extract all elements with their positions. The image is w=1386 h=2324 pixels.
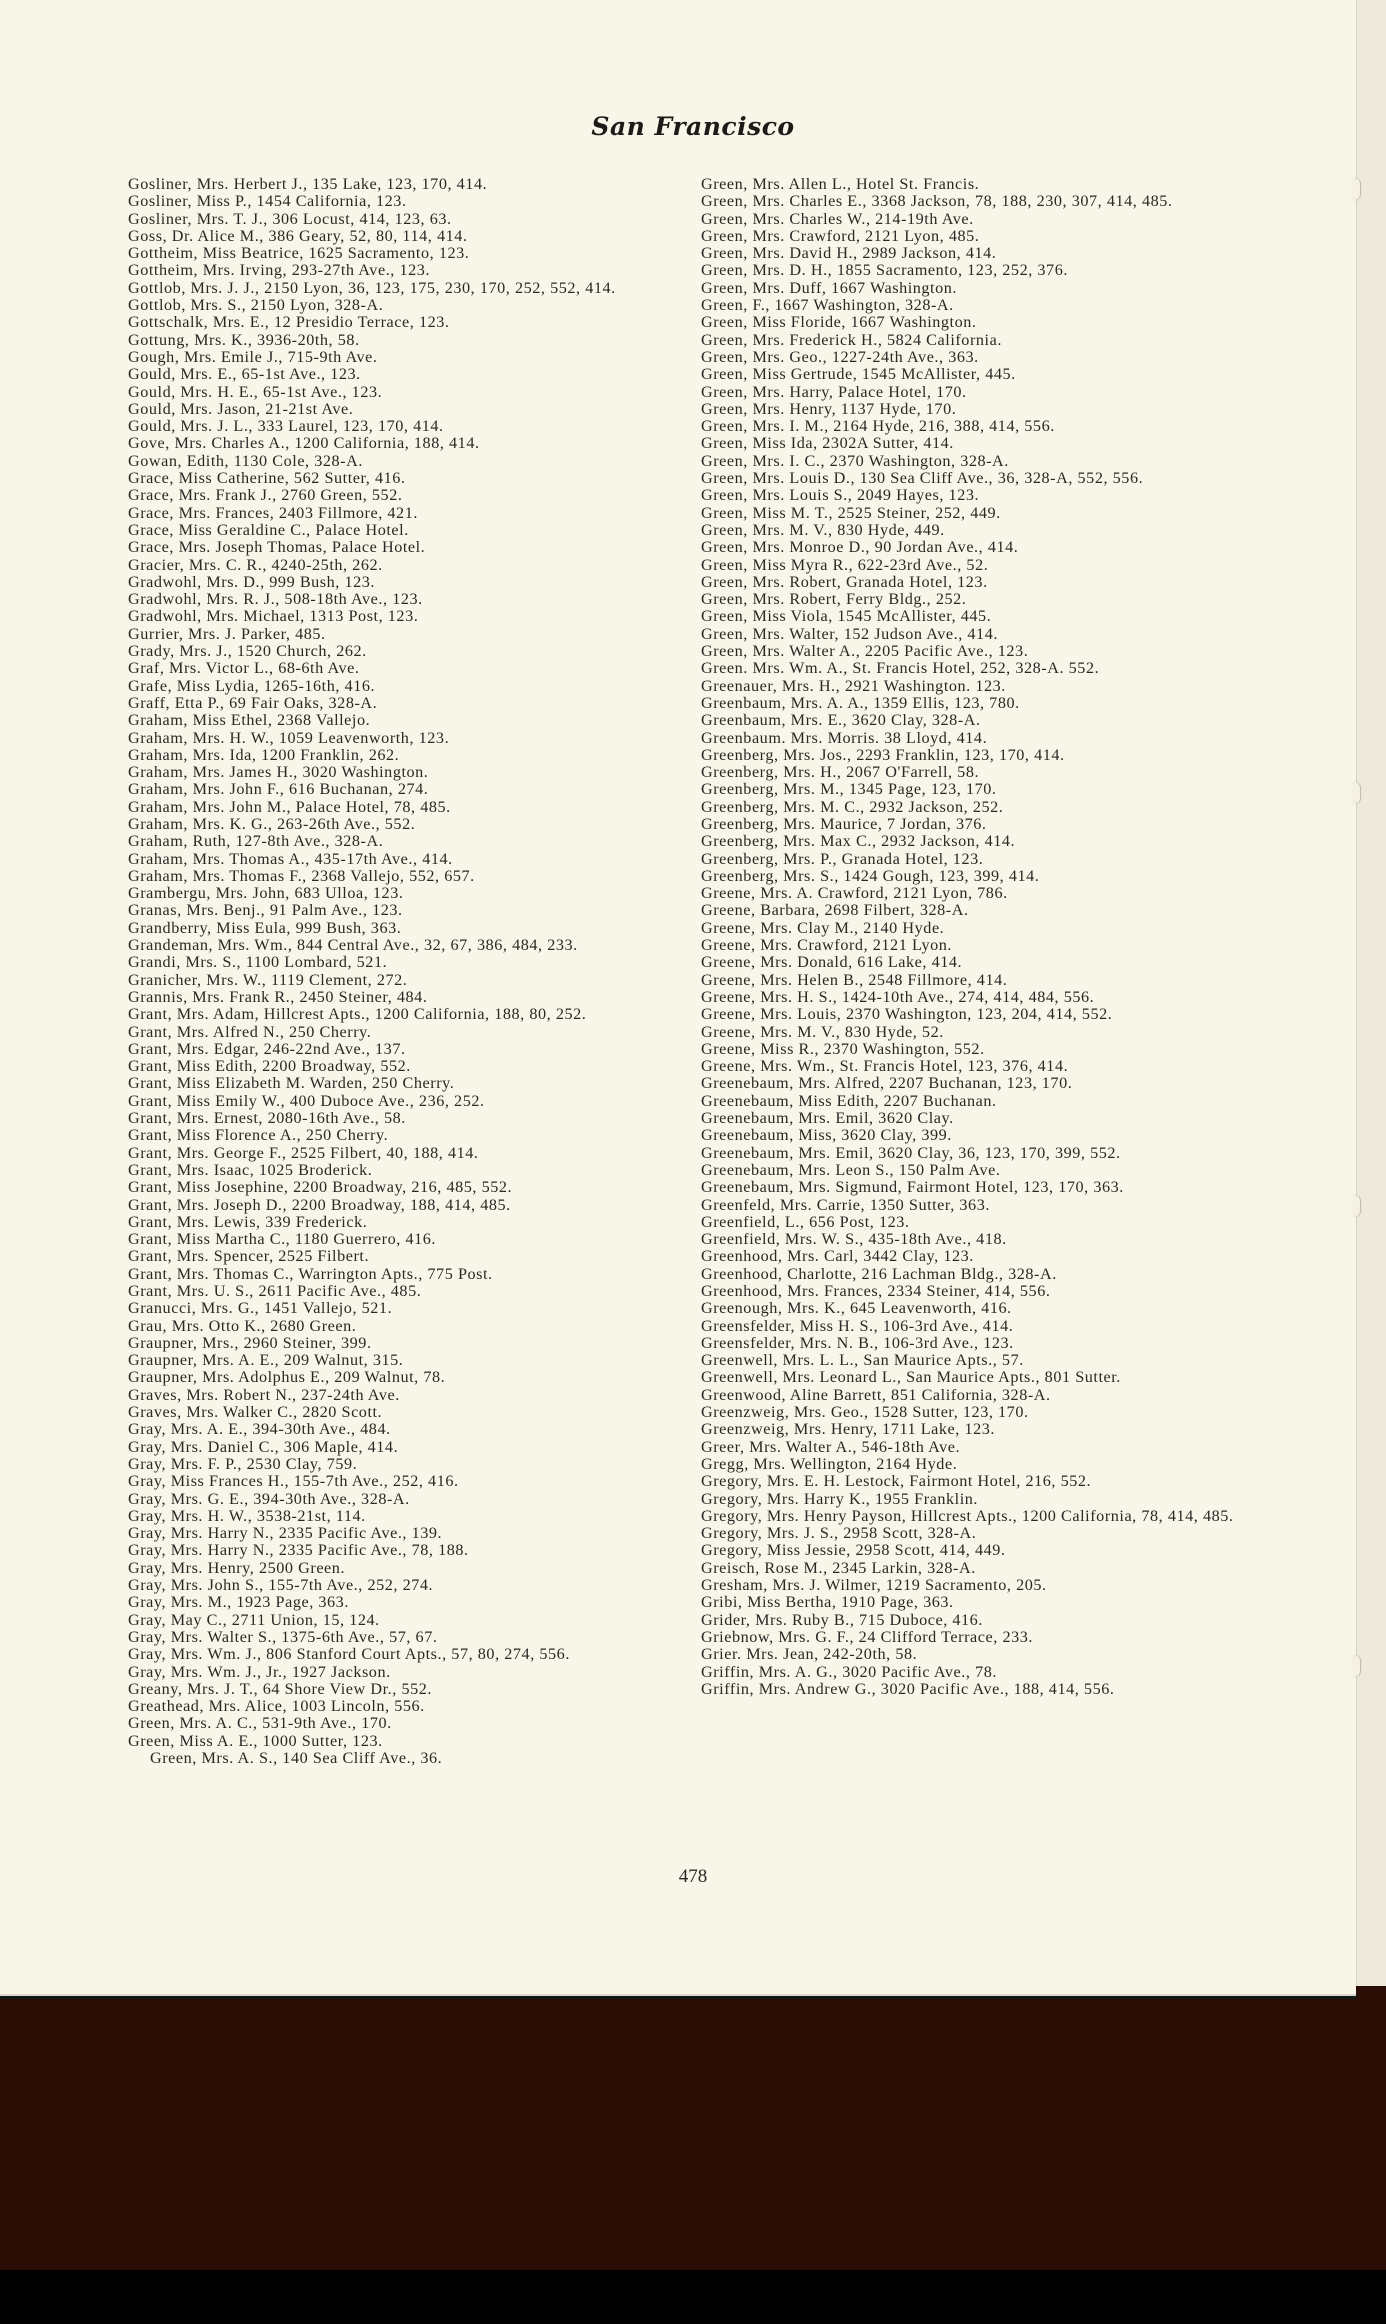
directory-entry: Grandi, Mrs. S., 1100 Lombard, 521.	[128, 953, 388, 972]
directory-entry: Green, Mrs. I. M., 2164 Hyde, 216, 388, 414, 556.	[701, 417, 1055, 436]
directory-entry: Gottlob, Mrs. S., 2150 Lyon, 328-A.	[128, 296, 384, 315]
directory-entry: Grant, Miss Edith, 2200 Broadway, 552.	[128, 1057, 411, 1076]
directory-entry: Gosliner, Miss P., 1454 California, 123.	[128, 192, 407, 211]
directory-entry: Green, Mrs. Robert, Granada Hotel, 123.	[701, 572, 988, 591]
page-tab-mark	[1352, 1655, 1360, 1677]
directory-entry: Gregory, Mrs. E. H. Lestock, Fairmont Hotel, 216, 552.	[701, 1472, 1092, 1491]
directory-entry: Graf, Mrs. Victor L., 68-6th Ave.	[128, 659, 360, 678]
directory-entry: Greany, Mrs. J. T., 64 Shore View Dr., 552.	[128, 1679, 432, 1698]
directory-entry: Green. Mrs. Wm. A., St. Francis Hotel, 252, 328-A. 552.	[701, 659, 1100, 678]
directory-entry: Greenberg, Mrs. Jos., 2293 Franklin, 123, 170, 414.	[701, 745, 1065, 764]
left-column	[128, 176, 676, 1767]
directory-entry: Greene, Mrs. Louis, 2370 Washington, 123, 204, 414, 552.	[701, 1005, 1113, 1024]
directory-entry: Graupner, Mrs. Adolphus E., 209 Walnut, 78.	[128, 1368, 446, 1387]
directory-entry: Gottlob, Mrs. J. J., 2150 Lyon, 36, 123, 175, 230, 170, 252, 552, 414.	[128, 278, 616, 297]
directory-entry: Grandberry, Miss Eula, 999 Bush, 363.	[128, 918, 402, 937]
directory-entry: Graham, Mrs. Thomas F., 2368 Vallejo, 552, 657.	[128, 866, 475, 885]
directory-entry: Green, Miss Ida, 2302A Sutter, 414.	[701, 434, 954, 453]
directory-entry: Greene, Mrs. Wm., St. Francis Hotel, 123, 376, 414.	[701, 1057, 1069, 1076]
directory-entry: Graves, Mrs. Robert N., 237-24th Ave.	[128, 1385, 400, 1404]
directory-entry: Graham, Mrs. Thomas A., 435-17th Ave., 414.	[128, 849, 453, 868]
directory-entry: Gottung, Mrs. K., 3936-20th, 58.	[128, 330, 360, 349]
directory-entry: Greenebaum, Mrs. Emil, 3620 Clay.	[701, 1109, 954, 1128]
page-tab-mark	[1352, 178, 1360, 200]
directory-entry: Grant, Miss Emily W., 400 Duboce Ave., 236, 252.	[128, 1091, 485, 1110]
directory-entry: Gregory, Mrs. Henry Payson, Hillcrest Apts., 1200 California, 78, 414, 485.	[701, 1506, 1234, 1525]
directory-entry: Grannis, Mrs. Frank R., 2450 Steiner, 484.	[128, 987, 428, 1006]
directory-entry: Graham, Miss Ethel, 2368 Vallejo.	[128, 711, 371, 730]
directory-entry: Gray, Mrs. Walter S., 1375-6th Ave., 57, 67.	[128, 1627, 438, 1646]
directory-entry: Greenwell, Mrs. Leonard L., San Maurice Apts., 801 Sutter.	[701, 1368, 1121, 1387]
directory-entry: Gradwohl, Mrs. Michael, 1313 Post, 123.	[128, 607, 419, 626]
directory-entry: Green, Mrs. Louis D., 130 Sea Cliff Ave., 36, 328-A, 552, 556.	[701, 469, 1144, 488]
directory-entry: Griebnow, Mrs. G. F., 24 Clifford Terrace, 233.	[701, 1627, 1033, 1646]
directory-entry: Greenebaum, Mrs. Alfred, 2207 Buchanan, 123, 170.	[701, 1074, 1073, 1093]
directory-entry: Greensfelder, Mrs. N. B., 106-3rd Ave., 123.	[701, 1333, 1014, 1352]
directory-entry: Grant, Miss Elizabeth M. Warden, 250 Cherry.	[128, 1074, 455, 1093]
directory-entry: Green, Mrs. Geo., 1227-24th Ave., 363.	[701, 347, 979, 366]
directory-entry: Grant, Mrs. Lewis, 339 Frederick.	[128, 1212, 368, 1231]
page-title: San Francisco	[591, 112, 795, 141]
directory-entry: Greenzweig, Mrs. Geo., 1528 Sutter, 123, 170.	[701, 1403, 1029, 1422]
directory-entry: Greene, Mrs. Crawford, 2121 Lyon.	[701, 936, 953, 955]
directory-entry: Grafe, Miss Lydia, 1265-16th, 416.	[128, 676, 376, 695]
directory-entry: Graham, Mrs. John M., Palace Hotel, 78, 485.	[128, 797, 451, 816]
directory-entry: Gould, Mrs. H. E., 65-1st Ave., 123.	[128, 382, 383, 401]
directory-entry: Grant, Mrs. U. S., 2611 Pacific Ave., 485.	[128, 1282, 422, 1300]
directory-entry: Greathead, Mrs. Alice, 1003 Lincoln, 556.	[128, 1697, 425, 1716]
directory-entry: Gray, Miss Frances H., 155-7th Ave., 252, 416.	[128, 1472, 459, 1491]
directory-entry: Gregory, Mrs. J. S., 2958 Scott, 328-A.	[701, 1524, 977, 1543]
directory-entry: Graupner, Mrs. A. E., 209 Walnut, 315.	[128, 1351, 404, 1370]
directory-entry: Greenbaum, Mrs. A. A., 1359 Ellis, 123, 780.	[701, 693, 1020, 712]
directory-entry: Gould, Mrs. Jason, 21-21st Ave.	[128, 399, 354, 418]
directory-entry: Green, Miss Viola, 1545 McAllister, 445.	[701, 607, 992, 626]
directory-entry: Greenebaum, Mrs. Sigmund, Fairmont Hotel, 123, 170, 363.	[701, 1178, 1124, 1197]
page-number: 478	[678, 1866, 708, 1887]
directory-entry: Grady, Mrs. J., 1520 Church, 262.	[128, 642, 367, 661]
directory-entry: Greene, Mrs. M. V., 830 Hyde, 52.	[701, 1022, 944, 1041]
directory-entry: Grace, Miss Catherine, 562 Sutter, 416.	[128, 469, 406, 488]
directory-entry: Greenberg, Mrs. Maurice, 7 Jordan, 376.	[701, 814, 987, 833]
directory-entry: Gray, May C., 2711 Union, 15, 124.	[128, 1610, 380, 1629]
directory-entry: Green, Mrs. Walter A., 2205 Pacific Ave., 123.	[701, 642, 1029, 661]
directory-entry: Green, Mrs. D. H., 1855 Sacramento, 123, 252, 376.	[701, 261, 1068, 280]
directory-entry: Greene, Mrs. Helen B., 2548 Fillmore, 414.	[701, 970, 1008, 989]
directory-entry: Greene, Mrs. H. S., 1424-10th Ave., 274, 414, 484, 556.	[701, 987, 1095, 1006]
directory-entry: Grant, Miss Martha C., 1180 Guerrero, 416.	[128, 1230, 436, 1249]
directory-entry: Greenough, Mrs. K., 645 Leavenworth, 416.	[701, 1299, 1012, 1318]
directory-entry: Gresham, Mrs. J. Wilmer, 1219 Sacramento, 205.	[701, 1576, 1047, 1595]
directory-entry: Grant, Mrs. Alfred N., 250 Cherry.	[128, 1022, 372, 1041]
directory-entry: Grace, Mrs. Frances, 2403 Fillmore, 421.	[128, 503, 418, 522]
directory-entry: Grant, Mrs. Spencer, 2525 Filbert.	[128, 1247, 370, 1266]
directory-entry: Greisch, Rose M., 2345 Larkin, 328-A.	[701, 1558, 976, 1577]
directory-entry: Greenberg, Mrs. Max C., 2932 Jackson, 414.	[701, 832, 1016, 851]
directory-entry: Green, Mrs. Charles E., 3368 Jackson, 78, 188, 230, 307, 414, 485.	[701, 192, 1173, 211]
directory-entry: Greenebaum, Miss Edith, 2207 Buchanan.	[701, 1091, 997, 1110]
directory-entry: Green, Mrs. Henry, 1137 Hyde, 170.	[701, 399, 957, 418]
directory-entry: Granucci, Mrs. G., 1451 Vallejo, 521.	[128, 1299, 393, 1318]
directory-entry: Green, Mrs. Harry, Palace Hotel, 170.	[701, 382, 967, 401]
directory-entry: Greene, Barbara, 2698 Filbert, 328-A.	[701, 901, 969, 920]
directory-entry: Green, Mrs. Robert, Ferry Bldg., 252.	[701, 590, 967, 609]
directory-entry: Gottschalk, Mrs. E., 12 Presidio Terrace, 123.	[128, 313, 450, 332]
directory-entry: Grant, Mrs. Joseph D., 2200 Broadway, 188, 414, 485.	[128, 1195, 511, 1214]
directory-entry: Greenberg, Mrs. S., 1424 Gough, 123, 399, 414.	[701, 866, 1040, 885]
directory-entry: Green, Mrs. A. C., 531-9th Ave., 170.	[128, 1714, 392, 1733]
directory-entry: Greenhood, Mrs. Frances, 2334 Steiner, 414, 556.	[701, 1282, 1051, 1300]
directory-entry: Greenberg, Mrs. M., 1345 Page, 123, 170.	[701, 780, 997, 799]
directory-entry: Gregory, Mrs. Harry K., 1955 Franklin.	[701, 1489, 979, 1508]
directory-entry: Greenhood, Charlotte, 216 Lachman Bldg., 328-A.	[701, 1264, 1057, 1283]
directory-entry: Greenberg, Mrs. P., Granada Hotel, 123.	[701, 849, 984, 868]
directory-entry: Gray, Mrs. John S., 155-7th Ave., 252, 274.	[128, 1576, 434, 1595]
directory-entry: Gottheim, Miss Beatrice, 1625 Sacramento, 123.	[128, 244, 470, 263]
directory-entry: Green, Mrs. Charles W., 214-19th Ave.	[701, 209, 974, 228]
directory-entry: Grant, Mrs. Edgar, 246-22nd Ave., 137.	[128, 1039, 406, 1058]
directory-entry: Grant, Miss Josephine, 2200 Broadway, 216, 485, 552.	[128, 1178, 513, 1197]
directory-entry: Gould, Mrs. J. L., 333 Laurel, 123, 170, 414.	[128, 417, 444, 436]
directory-entry: Greenebaum, Mrs. Leon S., 150 Palm Ave.	[701, 1160, 1001, 1179]
directory-entry: Gray, Mrs. Daniel C., 306 Maple, 414.	[128, 1437, 399, 1456]
directory-entry: Gray, Mrs. Harry N., 2335 Pacific Ave., 139.	[128, 1524, 443, 1543]
directory-entry: Greenbaum. Mrs. Morris. 38 Lloyd, 414.	[701, 728, 988, 747]
directory-entry: Gray, Mrs. Harry N., 2335 Pacific Ave., 78, 188.	[128, 1541, 469, 1560]
directory-entry: Greenauer, Mrs. H., 2921 Washington. 123.	[701, 676, 1006, 695]
directory-entry: Green, Mrs. Allen L., Hotel St. Francis.	[701, 175, 980, 193]
directory-entry: Green, Mrs. A. S., 140 Sea Cliff Ave., 36.	[150, 1749, 443, 1768]
directory-entry: Graham, Ruth, 127-8th Ave., 328-A.	[128, 832, 384, 851]
directory-entry: Griffin, Mrs. Andrew G., 3020 Pacific Ave., 188, 414, 556.	[701, 1679, 1115, 1698]
directory-entry: Gribi, Miss Bertha, 1910 Page, 363.	[701, 1593, 954, 1612]
directory-entry: Greer, Mrs. Walter A., 546-18th Ave.	[701, 1437, 961, 1456]
directory-entry: Goss, Dr. Alice M., 386 Geary, 52, 80, 114, 414.	[128, 226, 468, 245]
scan-border	[0, 2270, 1386, 2324]
directory-entry: Green, Miss A. E., 1000 Sutter, 123.	[128, 1731, 383, 1750]
directory-entry: Green, Mrs. M. V., 830 Hyde, 449.	[701, 520, 945, 539]
directory-entry: Gregg, Mrs. Wellington, 2164 Hyde.	[701, 1454, 958, 1473]
directory-entry: Gray, Mrs. F. P., 2530 Clay, 759.	[128, 1454, 358, 1473]
directory-entry: Greenhood, Mrs. Carl, 3442 Clay, 123.	[701, 1247, 974, 1266]
page-tab-mark	[1352, 782, 1360, 804]
directory-entry: Graham, Mrs. John F., 616 Buchanan, 274.	[128, 780, 429, 799]
directory-entry: Greenfield, L., 656 Post, 123.	[701, 1212, 910, 1231]
directory-entry: Green, Mrs. Louis S., 2049 Hayes, 123.	[701, 486, 980, 505]
directory-entry: Greene, Mrs. Clay M., 2140 Hyde.	[701, 918, 945, 937]
directory-entry: Grace, Mrs. Frank J., 2760 Green, 552.	[128, 486, 403, 505]
directory-entry: Green, Mrs. Frederick H., 5824 California.	[701, 330, 1002, 349]
next-page-edge	[1356, 0, 1386, 1986]
directory-entry: Grace, Miss Geraldine C., Palace Hotel.	[128, 520, 409, 539]
directory-entry: Gray, Mrs. Wm. J., Jr., 1927 Jackson.	[128, 1662, 391, 1681]
directory-entry: Gurrier, Mrs. J. Parker, 485.	[128, 624, 326, 643]
directory-entry: Gracier, Mrs. C. R., 4240-25th, 262.	[128, 555, 383, 574]
directory-entry: Gray, Mrs. Henry, 2500 Green.	[128, 1558, 346, 1577]
directory-entry: Grant, Mrs. Isaac, 1025 Broderick.	[128, 1160, 373, 1179]
directory-entry: Greenwood, Aline Barrett, 851 California, 328-A.	[701, 1385, 1051, 1404]
directory-entry: Green, Mrs. Monroe D., 90 Jordan Ave., 414.	[701, 538, 1019, 557]
directory-entry: Gradwohl, Mrs. R. J., 508-18th Ave., 123.	[128, 590, 423, 609]
directory-entry: Green, Miss Myra R., 622-23rd Ave., 52.	[701, 555, 989, 574]
directory-entry: Green, Miss M. T., 2525 Steiner, 252, 449.	[701, 503, 1001, 522]
directory-entry: Gowan, Edith, 1130 Cole, 328-A.	[128, 451, 363, 470]
directory-entry: Green, Miss Gertrude, 1545 McAllister, 445.	[701, 365, 1016, 384]
page-tab-mark	[1352, 1195, 1360, 1217]
directory-entry: Greenebaum, Mrs. Emil, 3620 Clay, 36, 123, 170, 399, 552.	[701, 1143, 1121, 1162]
directory-entry: Green, Mrs. I. C., 2370 Washington, 328-A.	[701, 451, 1009, 470]
directory-entry: Gosliner, Mrs. Herbert J., 135 Lake, 123, 170, 414.	[128, 175, 488, 193]
directory-entry: Gray, Mrs. Wm. J., 806 Stanford Court Apts., 57, 80, 274, 556.	[128, 1645, 570, 1664]
directory-entry: Graham, Mrs. H. W., 1059 Leavenworth, 123.	[128, 728, 450, 747]
directory-entry: Gough, Mrs. Emile J., 715-9th Ave.	[128, 347, 378, 366]
directory-entry: Gray, Mrs. G. E., 394-30th Ave., 328-A.	[128, 1489, 410, 1508]
directory-entry: Greenfield, Mrs. W. S., 435-18th Ave., 418.	[701, 1230, 1007, 1249]
directory-entry: Grant, Mrs. George F., 2525 Filbert, 40, 188, 414.	[128, 1143, 479, 1162]
directory-entry: Gottheim, Mrs. Irving, 293-27th Ave., 123.	[128, 261, 431, 280]
directory-entry: Gray, Mrs. A. E., 394-30th Ave., 484.	[128, 1420, 391, 1439]
directory-entry: Grace, Mrs. Joseph Thomas, Palace Hotel.	[128, 538, 426, 557]
directory-entry: Grant, Mrs. Thomas C., Warrington Apts., 775 Post.	[128, 1264, 493, 1283]
directory-entry: Grant, Mrs. Adam, Hillcrest Apts., 1200 California, 188, 80, 252.	[128, 1005, 587, 1024]
directory-entry: Graupner, Mrs., 2960 Steiner, 399.	[128, 1333, 372, 1352]
directory-entry: Graves, Mrs. Walker C., 2820 Scott.	[128, 1403, 383, 1422]
directory-entry: Greene, Mrs. A. Crawford, 2121 Lyon, 786.	[701, 884, 1008, 903]
directory-entry: Griffin, Mrs. A. G., 3020 Pacific Ave., 78.	[701, 1662, 997, 1681]
directory-entry: Green, Mrs. David H., 2989 Jackson, 414.	[701, 244, 997, 263]
directory-entry: Greenberg, Mrs. H., 2067 O'Farrell, 58.	[701, 763, 980, 782]
directory-entry: Greenberg, Mrs. M. C., 2932 Jackson, 252.	[701, 797, 1004, 816]
right-column	[701, 176, 1261, 1698]
directory-entry: Granicher, Mrs. W., 1119 Clement, 272.	[128, 970, 408, 989]
directory-entry: Greensfelder, Miss H. S., 106-3rd Ave., 414.	[701, 1316, 1014, 1335]
directory-entry: Granas, Mrs. Benj., 91 Palm Ave., 123.	[128, 901, 403, 920]
directory-entry: Graham, Mrs. James H., 3020 Washington.	[128, 763, 429, 782]
directory-entry: Graff, Etta P., 69 Fair Oaks, 328-A.	[128, 693, 378, 712]
directory-entry: Grandeman, Mrs. Wm., 844 Central Ave., 32, 67, 386, 484, 233.	[128, 936, 578, 955]
directory-entry: Grau, Mrs. Otto K., 2680 Green.	[128, 1316, 357, 1335]
directory-entry: Green, F., 1667 Washington, 328-A.	[701, 296, 954, 315]
directory-entry: Grant, Miss Florence A., 250 Cherry.	[128, 1126, 389, 1145]
directory-entry: Green, Mrs. Walter, 152 Judson Ave., 414.	[701, 624, 998, 643]
directory-entry: Gray, Mrs. M., 1923 Page, 363.	[128, 1593, 349, 1612]
directory-entry: Grambergu, Mrs. John, 683 Ulloa, 123.	[128, 884, 404, 903]
directory-entry: Greene, Miss R., 2370 Washington, 552.	[701, 1039, 985, 1058]
directory-entry: Graham, Mrs. K. G., 263-26th Ave., 552.	[128, 814, 416, 833]
directory-entry: Gregory, Miss Jessie, 2958 Scott, 414, 449.	[701, 1541, 1006, 1560]
directory-entry: Green, Miss Floride, 1667 Washington.	[701, 313, 977, 332]
directory-entry: Greenzweig, Mrs. Henry, 1711 Lake, 123.	[701, 1420, 996, 1439]
directory-entry: Grider, Mrs. Ruby B., 715 Duboce, 416.	[701, 1610, 983, 1629]
directory-entry: Green, Mrs. Duff, 1667 Washington.	[701, 278, 957, 297]
directory-entry: Graham, Mrs. Ida, 1200 Franklin, 262.	[128, 745, 400, 764]
directory-entry: Greenfeld, Mrs. Carrie, 1350 Sutter, 363.	[701, 1195, 990, 1214]
directory-entry: Grant, Mrs. Ernest, 2080-16th Ave., 58.	[128, 1109, 406, 1128]
directory-entry: Greenbaum, Mrs. E., 3620 Clay, 328-A.	[701, 711, 981, 730]
directory-entry: Gosliner, Mrs. T. J., 306 Locust, 414, 123, 63.	[128, 209, 452, 228]
directory-entry: Gove, Mrs. Charles A., 1200 California, 188, 414.	[128, 434, 480, 453]
directory-entry: Greenebaum, Miss, 3620 Clay, 399.	[701, 1126, 952, 1145]
directory-entry: Gray, Mrs. H. W., 3538-21st, 114.	[128, 1506, 366, 1525]
directory-entry: Green, Mrs. Crawford, 2121 Lyon, 485.	[701, 226, 980, 245]
directory-entry: Greenwell, Mrs. L. L., San Maurice Apts., 57.	[701, 1351, 1024, 1370]
directory-entry: Gradwohl, Mrs. D., 999 Bush, 123.	[128, 572, 376, 591]
directory-entry: Grier. Mrs. Jean, 242-20th, 58.	[701, 1645, 918, 1664]
directory-entry: Greene, Mrs. Donald, 616 Lake, 414.	[701, 953, 963, 972]
directory-entry: Gould, Mrs. E., 65-1st Ave., 123.	[128, 365, 361, 384]
